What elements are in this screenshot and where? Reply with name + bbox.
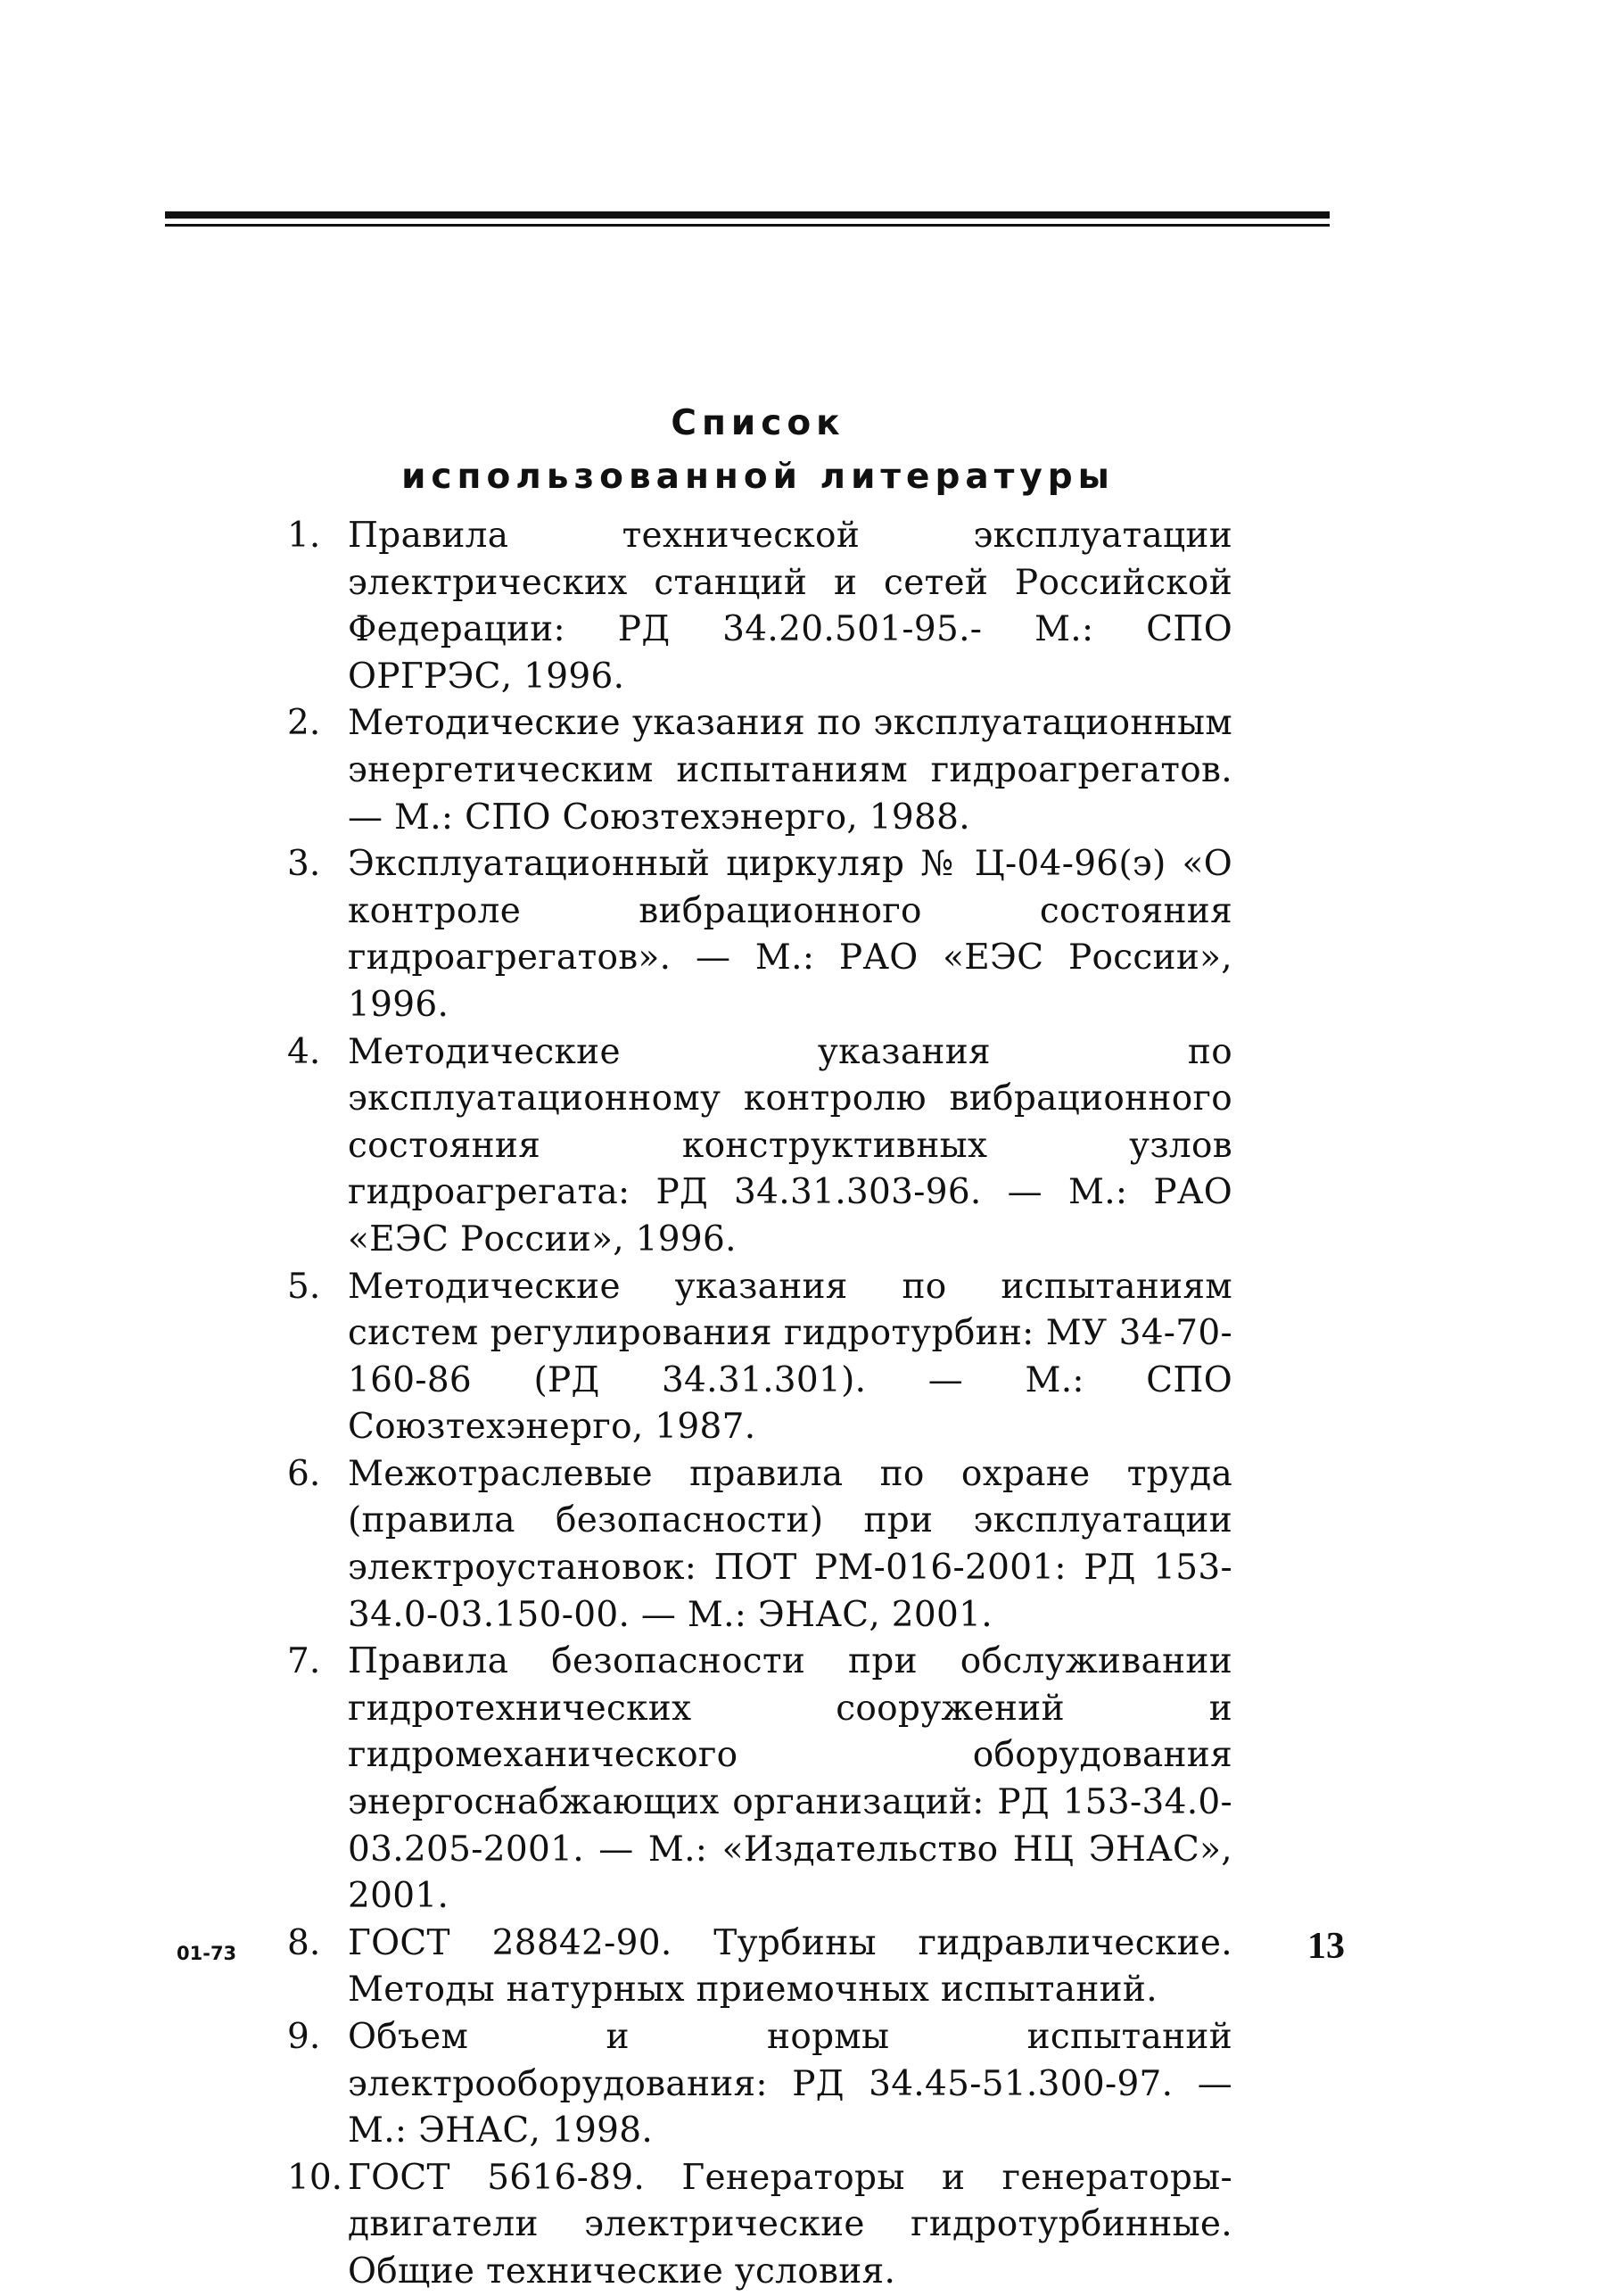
reference-item <box>287 2155 1232 2296</box>
document-code: 01-73 <box>177 1943 237 1964</box>
title-line-2: использованной литературы <box>401 457 1115 497</box>
header-rule-thin <box>165 224 1330 227</box>
reference-number: 9. <box>287 2017 321 2057</box>
reference-item <box>287 1029 1232 1264</box>
reference-item <box>287 2014 1232 2155</box>
reference-text: Эксплуатационный циркуляр № Ц-04-96(э) «О контроле вибрационного состояния гидроагрегатов». — М.: РАО «ЕЭС России», 1996. <box>348 844 1232 1025</box>
reference-text: ГОСТ 5616-89. Генераторы и генераторы-двигатели электрические гидротурбинные. Общие технические условия. <box>348 2157 1232 2292</box>
reference-item <box>287 1639 1232 1920</box>
reference-number: 7. <box>287 1641 321 1682</box>
reference-text: Объем и нормы испытаний электрооборудования: РД 34.45-51.300-97. — М.: ЭНАС, 1998. <box>348 2017 1232 2151</box>
reference-text: Правила безопасности при обслуживании гидротехнических сооружений и гидромеханического оборудования энергоснабжающих организаций: РД 153-34.0-03.205-2001. — М.: «Издательство НЦ ЭНАС», 2001. <box>348 1641 1232 1917</box>
reference-text: Правила технической эксплуатации электрических станций и сетей Российской Федерации: РД 34.20.501-95.- М.: СПО ОРГРЭС, 1996. <box>348 516 1232 697</box>
reference-text: Методические указания по эксплуатационным энергетическим испытаниям гидроагрегатов. — М.: СПО Союзтехэнерго, 1988. <box>348 703 1232 838</box>
reference-number: 6. <box>287 1453 321 1494</box>
reference-item <box>287 841 1232 1028</box>
reference-number: 4. <box>287 1031 321 1072</box>
reference-number: 5. <box>287 1266 321 1307</box>
reference-text: Методические указания по испытаниям систем регулирования гидротурбин: МУ 34-70-160-86 (РД 34.31.301). — М.: СПО Союзтехэнерго, 1987. <box>348 1266 1232 1448</box>
reference-item <box>287 700 1232 841</box>
reference-number: 3. <box>287 844 321 885</box>
page-number: 13 <box>1307 1926 1345 1967</box>
reference-item <box>287 1451 1232 1639</box>
reference-number: 10. <box>287 2157 343 2198</box>
reference-number: 8. <box>287 1922 321 1963</box>
page-title <box>392 397 1124 504</box>
title-line-1: Список <box>671 403 845 443</box>
reference-item <box>287 1264 1232 1451</box>
reference-number: 2. <box>287 703 321 744</box>
reference-number: 1. <box>287 516 321 556</box>
reference-item <box>287 513 1232 700</box>
header-rule-thick <box>165 211 1330 219</box>
reference-text: ГОСТ 28842-90. Турбины гидравлические. Методы натурных приемочных испытаний. <box>348 1922 1232 2011</box>
reference-list <box>287 513 1232 2296</box>
reference-text: Методические указания по эксплуатационному контролю вибрационного состояния конструктивных узлов гидроагрегата: РД 34.31.303-96. — М.: РАО «ЕЭС России», 1996. <box>348 1031 1232 1259</box>
reference-text: Межотраслевые правила по охране труда (правила безопасности) при эксплуатации электроустановок: ПОТ РМ-016-2001: РД 153-34.0-03.150-00. — М.: ЭНАС, 2001. <box>348 1453 1232 1635</box>
reference-item <box>287 1920 1232 2014</box>
